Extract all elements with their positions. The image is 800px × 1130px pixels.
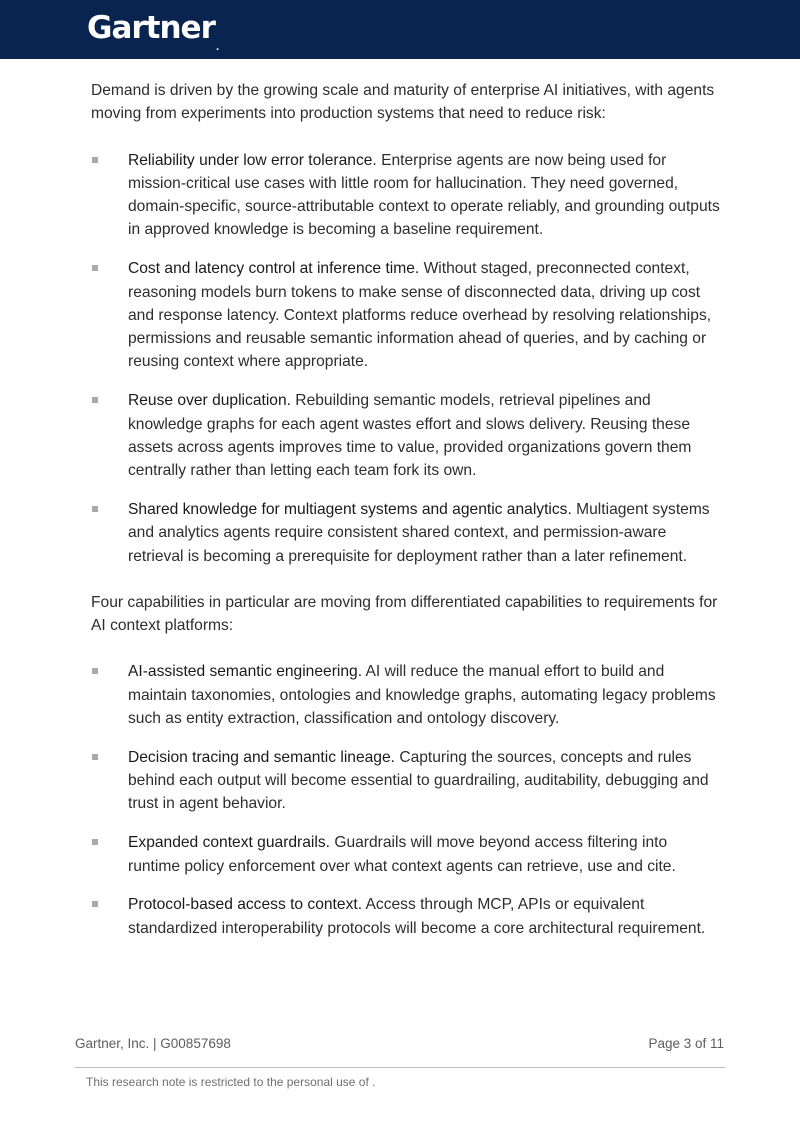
list-item (91, 389, 721, 482)
restricted-notice: This research note is restricted to the personal use of . (86, 1075, 376, 1089)
list-item (91, 746, 721, 816)
footer-divider (75, 1067, 725, 1068)
list-item (91, 831, 721, 878)
square-bullet-icon (92, 901, 98, 907)
bullet-lead: Reuse over duplication. (128, 392, 291, 410)
capabilities-paragraph: Four capabilities in particular are moving from differentiated capabilities to requirements for AI context platforms: (91, 593, 718, 635)
footer-page-number: Page 3 of 11 (648, 1036, 724, 1051)
list-item (91, 257, 721, 373)
bullet-lead: Expanded context guardrails. (128, 834, 330, 852)
square-bullet-icon (92, 265, 98, 271)
bullet-text: Without staged, preconnected context, reasoning models burn tokens to make sense of disconnected data, driving up cost and response latency. Context platforms reduce overhead by resolving relationships, permissions and reusable semantic information ahead of queries, and by caching or reusing context where appropriate. (128, 260, 712, 371)
header-bar (0, 0, 800, 59)
gartner-logo (87, 6, 220, 53)
bullet-lead: Decision tracing and semantic lineage. (128, 748, 395, 766)
intro-paragraph: Demand is driven by the growing scale and maturity of enterprise AI initiatives, with agents moving from experiments into production systems that need to reduce risk: (91, 82, 715, 123)
footer-document-id: Gartner, Inc. | G00857698 (75, 1036, 231, 1051)
logo-wordmark: Gartner (87, 10, 215, 46)
bullet-text: Multiagent systems and analytics agents require consistent shared context, and permission-aware retrieval is becoming a prerequisite for deployment rather than a later refinement. (128, 500, 710, 565)
square-bullet-icon (92, 668, 98, 674)
bullet-lead: Shared knowledge for multiagent systems and agentic analytics. (128, 500, 572, 518)
square-bullet-icon (92, 839, 98, 845)
square-bullet-icon (92, 157, 98, 163)
square-bullet-icon (92, 397, 98, 403)
bullet-text: Access through MCP, APIs or equivalent standardized interoperability protocols will become a core architectural requirement. (128, 896, 706, 937)
document-body (91, 79, 721, 940)
bullet-text: Rebuilding semantic models, retrieval pipelines and knowledge graphs for each agent wastes effort and slows delivery. Reusing these assets across agents improves time to value, provided organizations govern them centrally rather than letting each team fork its own. (128, 392, 692, 480)
list-item (91, 893, 721, 940)
logo-mark: . (215, 43, 220, 53)
list-item (91, 660, 721, 730)
bullet-text: Guardrails will move beyond access filtering into runtime policy enforcement over what context agents can retrieve, use and cite. (128, 834, 676, 875)
square-bullet-icon (92, 754, 98, 760)
bullet-text: Enterprise agents are now being used for mission-critical use cases with little room for hallucination. They need governed, domain-specific, source-attributable context to operate reliably, and grounding outputs in approved knowledge is becoming a baseline requirement. (128, 151, 720, 239)
capability-bullet-list (91, 660, 721, 939)
demand-bullet-list (91, 149, 721, 568)
bullet-lead: Cost and latency control at inference time. (128, 260, 420, 278)
bullet-text: AI will reduce the manual effort to build and maintain taxonomies, ontologies and knowledge graphs, automating legacy problems such as entity extraction, classification and ontology discovery. (128, 663, 716, 728)
list-item (91, 498, 721, 568)
square-bullet-icon (92, 506, 98, 512)
bullet-text: Capturing the sources, concepts and rules behind each output will become essential to guardrailing, auditability, debugging and trust in agent behavior. (128, 748, 709, 813)
bullet-lead: AI-assisted semantic engineering. (128, 663, 363, 681)
bullet-lead: Reliability under low error tolerance. (128, 151, 377, 169)
list-item (91, 149, 721, 242)
bullet-lead: Protocol-based access to context. (128, 896, 363, 914)
